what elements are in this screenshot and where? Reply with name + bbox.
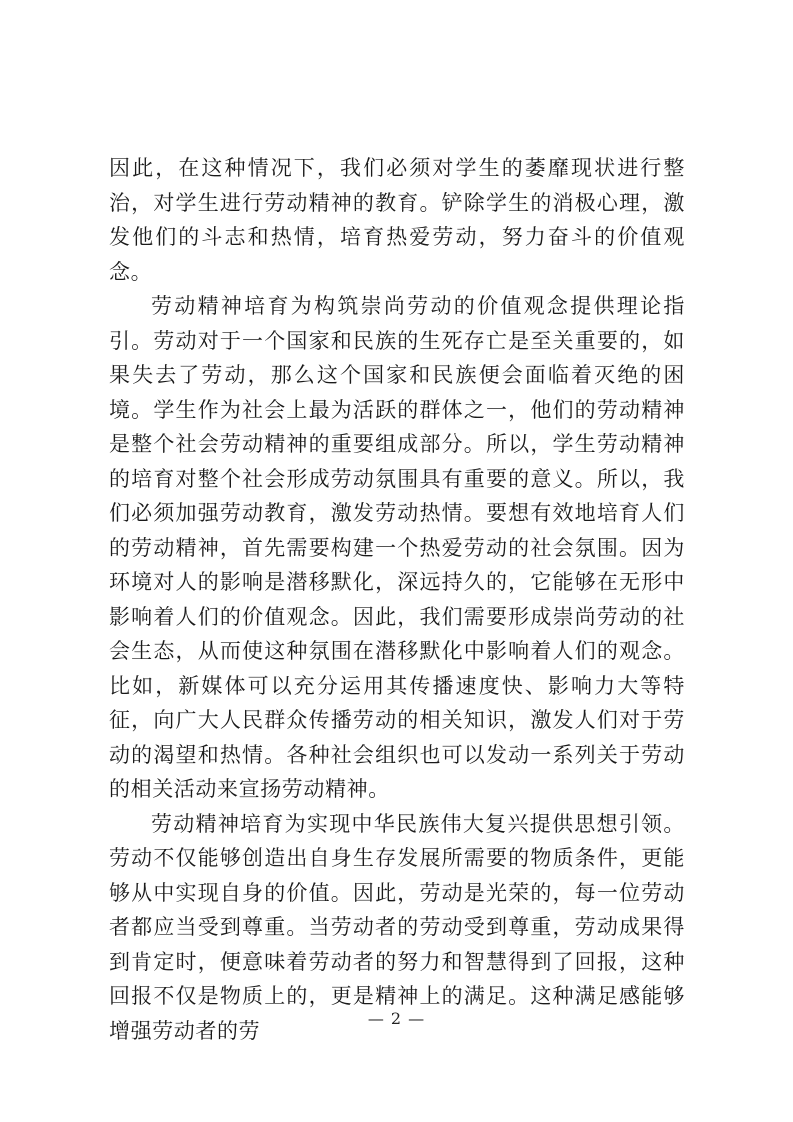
page-number: — 2 — [367, 1009, 426, 1028]
document-body [109, 151, 685, 1048]
paragraph-continuation: 因此，在这种情况下，我们必须对学生的萎靡现状进行整治，对学生进行劳动精神的教育。铲除学生的消极心理，激发他们的斗志和热情，培育热爱劳动，努力奋斗的价值观念。 [109, 156, 685, 284]
paragraph-national-rejuvenation: 劳动精神培育为实现中华民族伟大复兴提供思想引领。劳动不仅能够创造出自身生存发展所需要的物质条件，更能够从中实现自身的价值。因此，劳动是光荣的，每一位劳动者都应当受到尊重。当劳动者的劳动受到尊重，劳动成果得到肯定时，便意味着劳动者的努力和智慧得到了回报，这种回报不仅是物质上的，更是精神上的满足。这种满足感能够增强劳动者的劳 [109, 811, 685, 1043]
paragraph-labor-values: 劳动精神培育为构筑崇尚劳动的价值观念提供理论指引。劳动对于一个国家和民族的生死存亡是至关重要的，如果失去了劳动，那么这个国家和民族便会面临着灭绝的困境。学生作为社会上最为活跃的群体之一，他们的劳动精神是整个社会劳动精神的重要组成部分。所以，学生劳动精神的培育对整个社会形成劳动氛围具有重要的意义。所以，我们必须加强劳动教育，激发劳动热情。要想有效地培育人们的劳动精神，首先需要构建一个热爱劳动的社会氛围。因为环境对人的影响是潜移默化，深远持久的，它能够在无形中影响着人们的价值观念。因此，我们需要形成崇尚劳动的社会生态，从而使这种氛围在潜移默化中影响着人们的观念。比如，新媒体可以充分运用其传播速度快、影响力大等特征，向广大人民群众传播劳动的相关知识，激发人们对于劳动的渴望和热情。各种社会组织也可以发动一系列关于劳动的相关活动来宣扬劳动精神。 [109, 294, 685, 801]
